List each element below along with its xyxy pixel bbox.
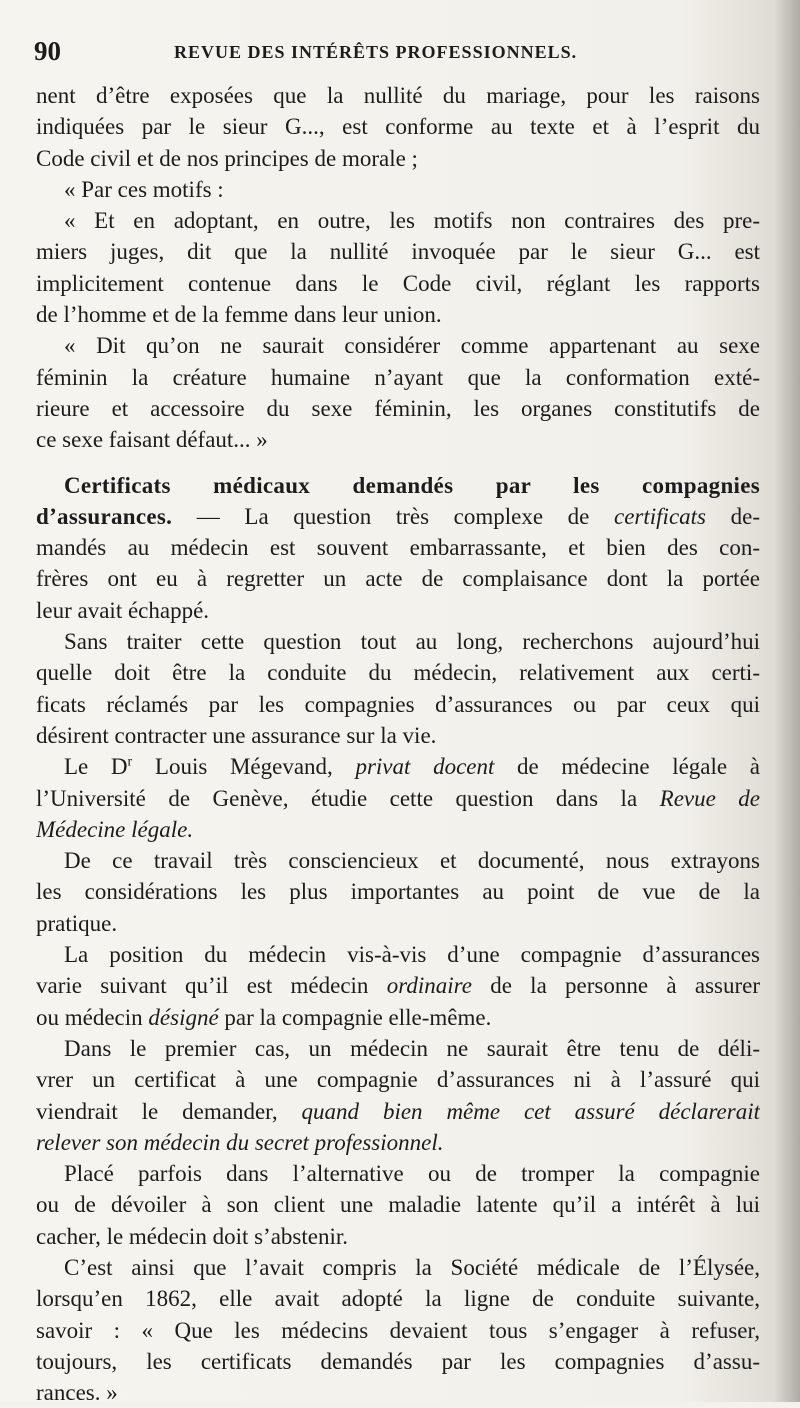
text-line: de l’homme et de la femme dans leur union. xyxy=(36,302,442,328)
text-line: nent d’être exposées que la nullité du mariage, pour les raisons xyxy=(36,83,760,108)
text-line: « Dit qu’on ne saurait considérer comme appartenant au sexe xyxy=(64,333,760,359)
text-line: cacher, le médecin doit s’abstenir. xyxy=(36,1223,349,1249)
page-header xyxy=(34,36,774,66)
body-text xyxy=(36,80,760,1408)
text-line: La position du médecin vis-à-vis d’une compagnie d’assurances xyxy=(64,942,760,968)
text-line: frères ont eu à regretter un acte de complaisance dont la portée xyxy=(36,566,760,592)
text-line: Code civil et de nos principes de morale ; xyxy=(36,145,418,171)
text-line: Placé parfois dans l’alternative ou de tromper la compagnie xyxy=(64,1161,760,1187)
text-line: rieure et accessoire du sexe féminin, les organes constitutifs de xyxy=(36,395,760,421)
text-line: quelle doit être la conduite du médecin, relativement aux certi- xyxy=(36,660,760,686)
page-edge-shadow xyxy=(774,0,800,1402)
section-heading: Certificats médicaux demandés par les compagnies xyxy=(64,472,760,498)
text-line: Le $D^r$ Louis Mégevand, privat docent de médecine légale à xyxy=(64,754,760,780)
running-title: REVUE DES INTÉRÊTS PROFESSIONNELS. xyxy=(174,42,578,62)
text-line: Sans traiter cette question tout au long, recherchons aujourd’hui xyxy=(64,629,760,655)
text-line: vrer un certificat à une compagnie d’assurances ni à l’assuré qui xyxy=(36,1067,760,1093)
text-line: désirent contracter une assurance sur la vie. xyxy=(36,722,437,748)
text-line: varie suivant qu’il est médecin ordinaire de la personne à assurer xyxy=(36,973,760,999)
section-heading-end: d’assurances. xyxy=(36,503,173,529)
text-line: ficats réclamés par les compagnies d’assurances ou par ceux qui xyxy=(36,691,760,717)
text-line: Dans le premier cas, un médecin ne saurait être tenu de déli- xyxy=(64,1035,760,1061)
page-number: 90 xyxy=(34,36,61,66)
text-line: « Et en adoptant, en outre, les motifs non contraires des pre- xyxy=(64,208,760,234)
text-line: viendrait le demander, quand bien même cet assuré déclarerait xyxy=(36,1098,760,1124)
text-line: relever son médecin du secret professionnel. xyxy=(36,1129,444,1155)
text-line: féminin la créature humaine n’ayant que la conformation exté- xyxy=(36,364,760,390)
text-line: C’est ainsi que l’avait compris la Société médicale de l’Élysée, xyxy=(64,1254,760,1280)
text-line: De ce travail très consciencieux et documenté, nous extrayons xyxy=(64,848,760,874)
text-line: rances. » xyxy=(36,1380,118,1406)
text-line: ce sexe faisant défaut... » xyxy=(36,427,268,453)
text-line: toujours, les certificats demandés par les compagnies d’assu- xyxy=(36,1348,760,1374)
text-line: « Par ces motifs : xyxy=(64,176,224,202)
text-line: les considérations les plus importantes au point de vue de la xyxy=(36,879,760,905)
text-line: pratique. xyxy=(36,910,118,936)
text-line: leur avait échappé. xyxy=(36,597,210,623)
text-line: l’Université de Genève, étudie cette question dans la Revue de xyxy=(36,785,760,811)
text-line: savoir : « Que les médecins devaient tous s’engager à refuser, xyxy=(36,1317,760,1343)
text-line: lorsqu’en 1862, elle avait adopté la ligne de conduite suivante, xyxy=(36,1286,760,1312)
text-line: miers juges, dit que la nullité invoquée par le sieur G... est xyxy=(36,239,760,265)
text-line: ou médecin désigné par la compagnie elle-même. xyxy=(36,1004,492,1030)
text-line: indiquées par le sieur G..., est conforme au texte et à l’esprit du xyxy=(36,114,760,140)
text-line: mandés au médecin est souvent embarrassante, et bien des con- xyxy=(36,535,760,561)
text-line: ou de dévoiler à son client une maladie latente qu’il a intérêt à lui xyxy=(36,1192,760,1218)
text-line: implicitement contenue dans le Code civil, réglant les rapports xyxy=(36,270,760,296)
text-line: Médecine légale. xyxy=(36,816,194,842)
text-line: d’assurances. — La question très complexe de certificats de- xyxy=(36,503,760,529)
